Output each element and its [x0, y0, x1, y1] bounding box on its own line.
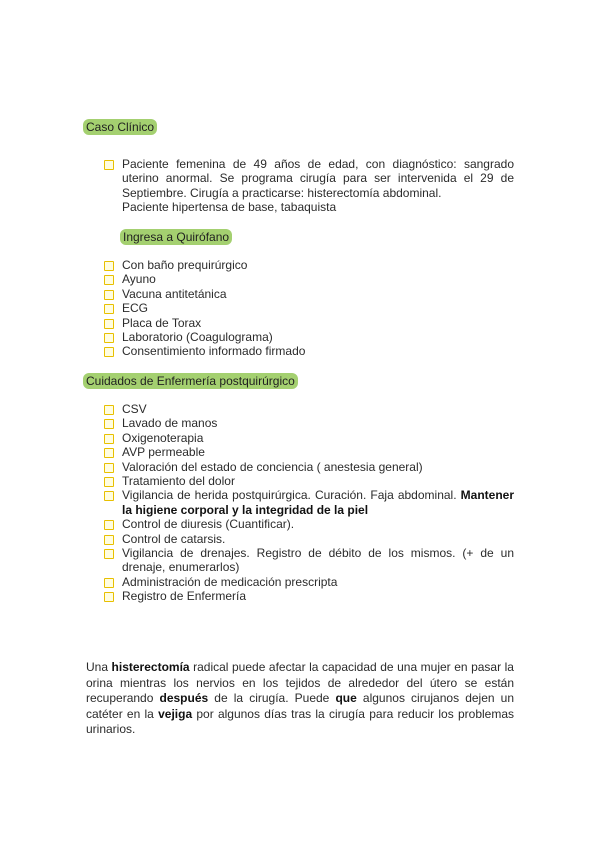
list-item: Administración de medicación prescripta [104, 575, 514, 589]
hysterectomy-paragraph [86, 660, 514, 738]
list-item: Registro de Enfermería [104, 589, 514, 603]
hygiene-bold-text: Mantener la higiene corporal y la integridad de la piel [122, 488, 514, 517]
list-item: Placa de Torax [104, 316, 514, 330]
list-item [104, 157, 514, 215]
list-item: CSV [104, 402, 514, 416]
list-item: ECG [104, 301, 514, 315]
quirofano-list [104, 258, 514, 359]
cuidados-list [104, 402, 514, 604]
paragraph-text: de la cirugía. Puede [208, 691, 336, 705]
patient-description [104, 157, 514, 215]
bold-term: vejiga [158, 706, 193, 721]
patient-line-2: Paciente hipertensa de base, tabaquista [122, 200, 337, 215]
quirofano-heading [120, 229, 232, 245]
patient-line-1: Paciente femenina de 49 años de edad, con diagnóstico: sangrado uterino anormal. Se programa cirugía para ser intervenida el 29 de Septiembre. Cirugía a practicarse: histerectomía abdominal. [122, 157, 514, 200]
list-item: AVP permeable [104, 445, 514, 459]
list-item: Vacuna antitetánica [104, 287, 514, 301]
heading-label: Caso Clínico [83, 119, 157, 135]
caso-clinico-heading [83, 119, 157, 135]
list-item: Con baño prequirúrgico [104, 258, 514, 272]
paragraph-text: algunos cirujanos dejen un catéter en la [86, 691, 515, 721]
list-item: Tratamiento del dolor [104, 474, 514, 488]
paragraph-text: radical puede afectar la capacidad de una mujer en pasar la orina mientras los nervios en los tejidos de alrededor del útero se están recuperando [86, 660, 514, 705]
paragraph-text: Una [86, 660, 112, 674]
bold-term: histerectomía [111, 660, 190, 674]
list-item: Ayuno [104, 272, 514, 286]
bold-term: después [159, 691, 209, 705]
paragraph-text: por algunos días tras la cirugía para reducir los problemas urinarios. [86, 706, 515, 736]
list-item: Control de catarsis. [104, 532, 514, 546]
list-item: Valoración del estado de conciencia ( anestesia general) [104, 460, 514, 474]
list-item [104, 488, 514, 517]
list-item: Oxigenoterapia [104, 431, 514, 445]
list-item: Consentimiento informado firmado [104, 344, 514, 358]
cuidados-heading [83, 373, 298, 389]
bold-term: que [335, 691, 357, 705]
wound-care-text: Vigilancia de herida postquirúrgica. Curación. Faja abdominal. [122, 488, 457, 503]
list-item: Lavado de manos [104, 416, 514, 430]
list-item: Vigilancia de drenajes. Registro de débito de los mismos. (+ de un drenaje, enumerarlos) [104, 546, 514, 575]
list-item: Laboratorio (Coagulograma) [104, 330, 514, 344]
heading-label: Ingresa a Quirófano [120, 229, 232, 245]
list-item: Control de diuresis (Cuantificar). [104, 517, 514, 531]
heading-label: Cuidados de Enfermería postquirúrgico [83, 373, 298, 389]
